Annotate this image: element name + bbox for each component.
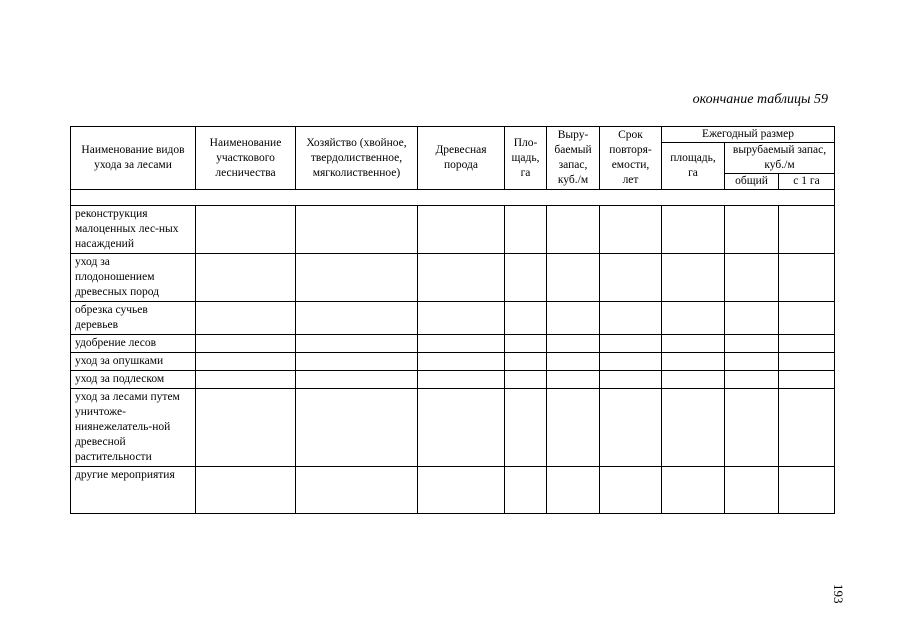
- header-per-ha: с 1 га: [779, 174, 835, 190]
- table-row: [71, 467, 835, 514]
- header-period: Срок повторя-емости, лет: [600, 127, 662, 190]
- row-name: реконструкция малоценных лес-ных насаждений: [71, 206, 196, 254]
- table-row: [71, 335, 835, 353]
- table-row: [71, 389, 835, 467]
- row-name: удобрение лесов: [71, 335, 196, 353]
- row-name: уход за опушками: [71, 353, 196, 371]
- table-caption: окончание таблицы 59: [692, 92, 828, 107]
- table-row: [71, 206, 835, 254]
- header-stock: Выру-баемый запас, куб./м: [547, 127, 600, 190]
- table-row: [71, 353, 835, 371]
- header-annual: Ежегодный размер: [662, 127, 835, 143]
- row-name: уход за плодоношением древесных пород: [71, 254, 196, 302]
- header-types: Наименование видов ухода за лесами: [71, 127, 196, 190]
- table-row: [71, 371, 835, 389]
- header-species: Древесная порода: [418, 127, 505, 190]
- row-name: уход за лесами путем уничтоже-ниянежелатель-ной древесной растительности: [71, 389, 196, 467]
- header-annual-area: площадь, га: [662, 143, 725, 190]
- header-total: общий: [725, 174, 779, 190]
- care-table: [70, 126, 835, 514]
- table-row: [71, 302, 835, 335]
- header-district: Наименование участкового лесничества: [196, 127, 296, 190]
- row-name: уход за подлеском: [71, 371, 196, 389]
- table-row: [71, 254, 835, 302]
- header-economy: Хозяйство (хвойное, твердолиственное, мягколиственное): [296, 127, 418, 190]
- row-name: обрезка сучьев деревьев: [71, 302, 196, 335]
- page-number: 193: [831, 584, 846, 604]
- header-area: Пло-щадь, га: [505, 127, 547, 190]
- header-annual-stock: вырубаемый запас, куб./м: [725, 143, 835, 174]
- row-name: другие мероприятия: [71, 467, 196, 514]
- separator-row: [71, 190, 835, 206]
